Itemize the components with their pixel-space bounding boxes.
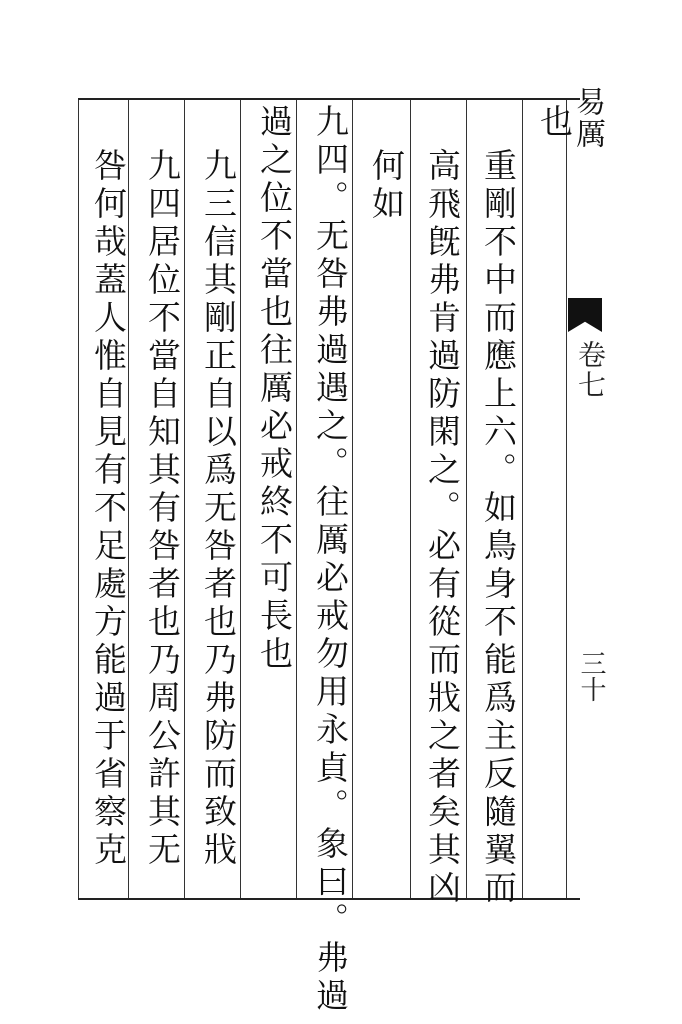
text-column-5: 九四。无咎弗過遇之。往厲必戒勿用永貞。象曰。弗過 [311, 104, 350, 1016]
margin-strip [568, 84, 610, 904]
column-rule [296, 100, 297, 898]
margin-book-title: 易厲 [570, 86, 605, 150]
column-rule [352, 100, 353, 898]
column-rule [128, 100, 129, 898]
column-rule [240, 100, 241, 898]
text-column-8: 九四居位不當自知其有咎者也乃周公許其无 [143, 148, 182, 870]
text-column-7: 九三信其剛正自以爲无咎者也乃弗防而致戕 [199, 148, 238, 870]
column-rule [522, 100, 523, 898]
margin-volume: 卷七 [574, 340, 607, 400]
text-column-9: 咎何哉蓋人惟自見有不足處方能過于省察克 [89, 148, 128, 870]
column-rule [184, 100, 185, 898]
text-column-1: 也 [535, 104, 574, 142]
text-column-6: 過之位不當也往厲必戒終不可長也 [255, 104, 294, 674]
column-rule [78, 100, 79, 898]
text-column-4: 何如 [367, 148, 406, 224]
column-rule [566, 100, 567, 898]
text-column-2: 重剛不中而應上六。如鳥身不能爲主反隨翼而 [479, 148, 518, 908]
frame-top-border [78, 98, 580, 100]
column-rule [466, 100, 467, 898]
margin-page-number: 三十 [576, 650, 606, 702]
column-rule [410, 100, 411, 898]
text-column-3: 高飛旣弗肯過防閑之。必有從而戕之者矣其凶 [423, 148, 462, 908]
